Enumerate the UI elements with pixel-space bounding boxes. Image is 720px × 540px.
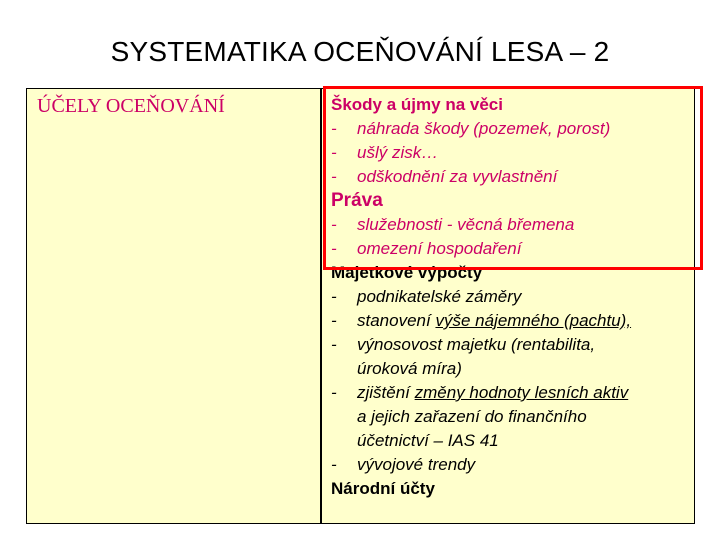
list-item-prefix: zjištění — [357, 383, 415, 402]
list-item: výnosovost majetku (rentabilita, — [357, 335, 596, 354]
underlined-text: změny hodnoty lesních aktiv — [414, 383, 629, 402]
list-item-continuation: a jejich zařazení do finančního — [357, 407, 587, 426]
bullet-dash: - — [331, 455, 337, 474]
underlined-text: výše nájemného (pachtu), — [435, 311, 632, 330]
list-item-prefix: stanovení — [357, 311, 436, 330]
bullet-dash: - — [331, 143, 337, 162]
bullet-dash: - — [331, 239, 337, 258]
list-item: odškodnění za vyvlastnění — [357, 167, 558, 186]
left-panel — [26, 88, 321, 524]
bullet-dash: - — [331, 287, 337, 306]
section-heading-property: Majetkové výpočty — [331, 263, 483, 282]
list-item: ušlý zisk… — [357, 143, 439, 162]
bullet-dash: - — [331, 311, 337, 330]
section-heading-national-accounts: Národní účty — [331, 479, 435, 498]
left-heading: ÚČELY OCEŇOVÁNÍ — [37, 95, 225, 117]
list-item-continuation: úroková míra) — [357, 359, 462, 378]
bullet-dash: - — [331, 167, 337, 186]
right-content — [331, 93, 691, 501]
bullet-dash: - — [331, 119, 337, 138]
slide-title: SYSTEMATIKA OCEŇOVÁNÍ LESA – 2 — [110, 36, 610, 67]
list-item: vývojové trendy — [357, 455, 476, 474]
bullet-dash: - — [331, 335, 337, 354]
section-heading-rights: Práva — [331, 190, 383, 211]
list-item: omezení hospodaření — [357, 239, 522, 258]
list-item: náhrada škody (pozemek, porost) — [357, 119, 611, 138]
section-heading-damages: Škody a újmy na věci — [331, 95, 503, 114]
bullet-dash: - — [331, 383, 337, 402]
list-item: služebnosti - věcná břemena — [357, 215, 575, 234]
list-item: podnikatelské záměry — [357, 287, 522, 306]
bullet-dash: - — [331, 215, 337, 234]
list-item-continuation: účetnictví – IAS 41 — [357, 431, 499, 450]
